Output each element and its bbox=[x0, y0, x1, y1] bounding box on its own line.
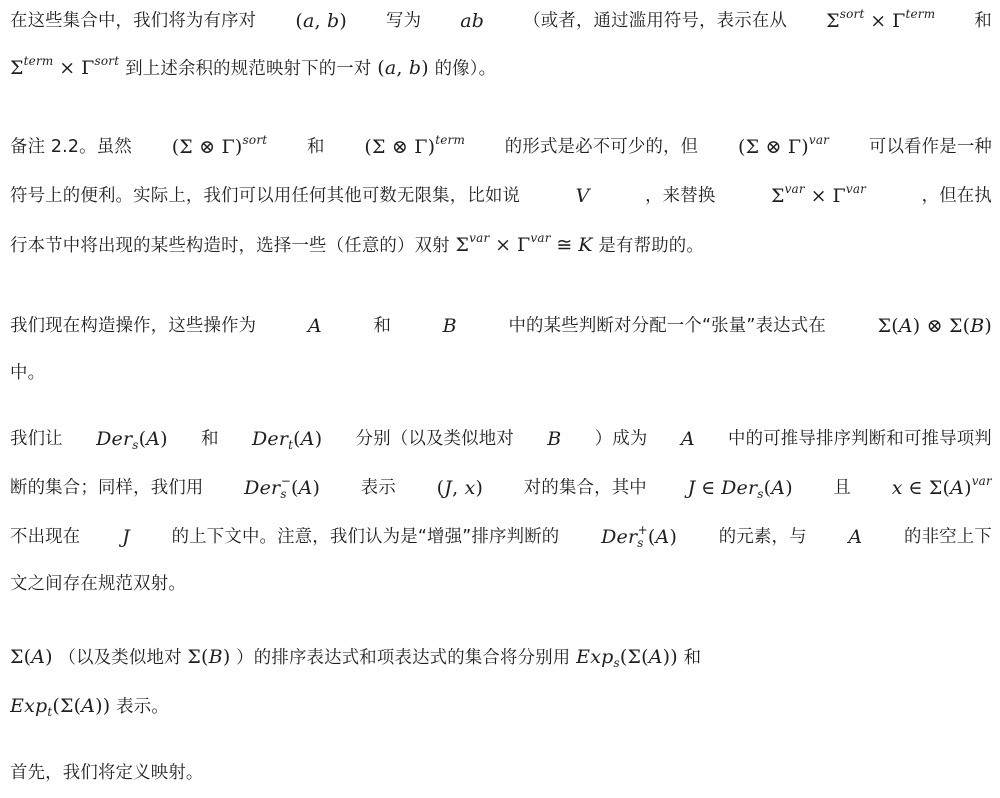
paragraph-5-line-1: Σ(A) （以及类似地对 Σ(B) ）的排序表达式和项表达式的集合将分别用 Exp$_s$(Σ(A)) 和 bbox=[10, 646, 702, 670]
paragraph-3-line-2: 中。 bbox=[10, 363, 46, 383]
paragraph-1-line-2: $\Sigma^{term} \times \Gamma^{sort}$ 到上述余积的规范映射下的一对 (a, b) 的像）。 bbox=[10, 54, 497, 79]
paragraph-4-line-2: 断的集合；同样，我们用 Der$_s$−(A) 表示 (J, x) 对的集合，其中 J ∈ Der$_s$(A) 且 x ∈ $\Sigma(A)^{var}$ bbox=[10, 474, 992, 501]
remark-2-2-line-2: 符号上的便利。实际上，我们可以用任何其他可数无限集，比如说 V ，来替换 $\Sigma^{var} \times \Gamma^{var}$ ，但在执 bbox=[10, 182, 992, 207]
paragraph-5-line-2: Exp$_t$(Σ(A)) 表示。 bbox=[10, 695, 169, 719]
remark-2-2-line-3: 行本节中将出现的某些构造时，选择一些（任意的）双射 $\Sigma^{var} \times \Gamma^{var}$ ≅ K 是有帮助的。 bbox=[10, 231, 704, 256]
paragraph-4-line-4: 文之间存在规范双射。 bbox=[10, 574, 186, 594]
paragraph-3-line-1: 我们现在构造操作，这些操作为 A 和 B 中的某些判断对分配一个“张量”表达式在 Σ(A) ⊗ Σ(B) bbox=[10, 315, 992, 337]
paragraph-4-line-1: 我们让 Der$_s$(A) 和 Der$_t$(A) 分别（以及类似地对 B ）成为 A 中的可推导排序判断和可推导项判 bbox=[10, 428, 992, 452]
remark-2-2-line-1: 备注 2.2。虽然 (Σ ⊗ Γ)$^{sort}$ 和 (Σ ⊗ Γ)$^{term}$ 的形式是必不可少的，但 (Σ ⊗ Γ)$^{var}$ 可以看作是一种 bbox=[10, 133, 992, 158]
paragraph-4-line-3: 不出现在 J 的上下文中。注意，我们认为是“增强”排序判断的 Der$_s$+(A) 的元素，与 A 的非空上下 bbox=[10, 523, 992, 550]
paragraph-1-line-1: 在这些集合中，我们将为有序对 (a, b) 写为 ab （或者，通过滥用符号，表示在从 $\Sigma^{sort} \times \Gamma^{term}$ 和 bbox=[10, 7, 992, 32]
paragraph-6-line-1: 首先，我们将定义映射。 bbox=[10, 763, 204, 783]
